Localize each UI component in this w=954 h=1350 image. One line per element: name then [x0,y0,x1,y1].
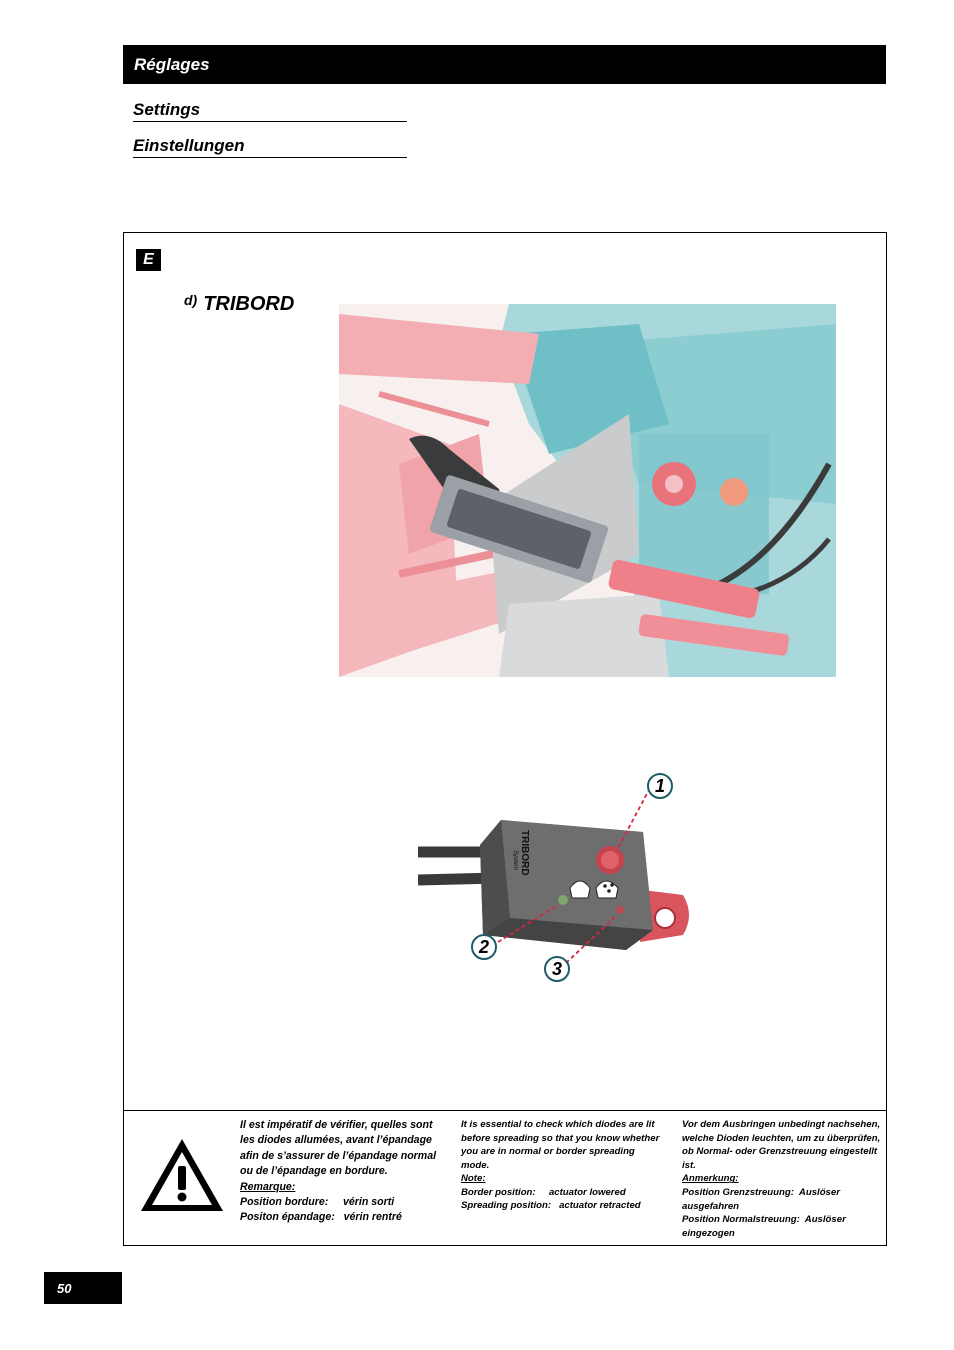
device-brand: TRIBORD [519,830,530,876]
page-title: Réglages [134,54,210,74]
note-english-line2: Spreading position: actuator retracted [461,1200,641,1211]
red-led [616,906,624,914]
notes-divider [123,1110,887,1111]
section-name: TRIBORD [203,293,295,315]
note-french-label: Remarque: [240,1180,296,1193]
page-number: 50 [44,1272,122,1304]
subtitle-english: Settings [133,100,407,122]
note-german-line1: Position Grenzstreuung: Auslöser ausgefahren [682,1186,843,1212]
section-letter: d) [184,292,198,308]
note-german [682,1118,882,1240]
note-english-line1: Border position: actuator lowered [461,1186,626,1198]
note-french-line2: Positon épandage: vérin rentré [240,1211,402,1224]
note-german-text: Vor dem Ausbringen unbedingt nachsehen, welche Dioden leuchten, um zu überprüfen, ob Normal- oder Grenzstreuung eingestellt ist. [682,1119,881,1171]
section-heading [184,292,294,316]
device-brand-sub: System [512,850,518,871]
section-badge: E [136,249,161,271]
note-german-label: Anmerkung: [682,1173,739,1185]
machine-photo [339,304,836,677]
subtitle-german: Einstellungen [133,136,407,158]
note-english [461,1118,661,1213]
page-header-bar [123,45,886,84]
note-english-label: Note: [461,1173,486,1184]
callout-3: 3 [544,956,570,982]
warning-icon [138,1136,226,1214]
green-led [558,895,568,905]
note-french-text: Il est impératif de vérifier, quelles sont les diodes allumées, avant l’épandage afin de s’assurer de l’épandage normal ou de l’épandage en bordure. [240,1119,437,1178]
note-french [240,1118,440,1226]
note-english-text: It is essential to check which diodes are lit before spreading so that you know whether you are in normal or border spreading mode. [461,1119,660,1171]
callout-2: 2 [471,934,497,960]
note-french-line1: Position bordure: vérin sorti [240,1196,395,1209]
note-german-line2: Position Normalstreuung: Auslöser eingezogen [682,1214,849,1239]
callout-1: 1 [647,773,673,799]
